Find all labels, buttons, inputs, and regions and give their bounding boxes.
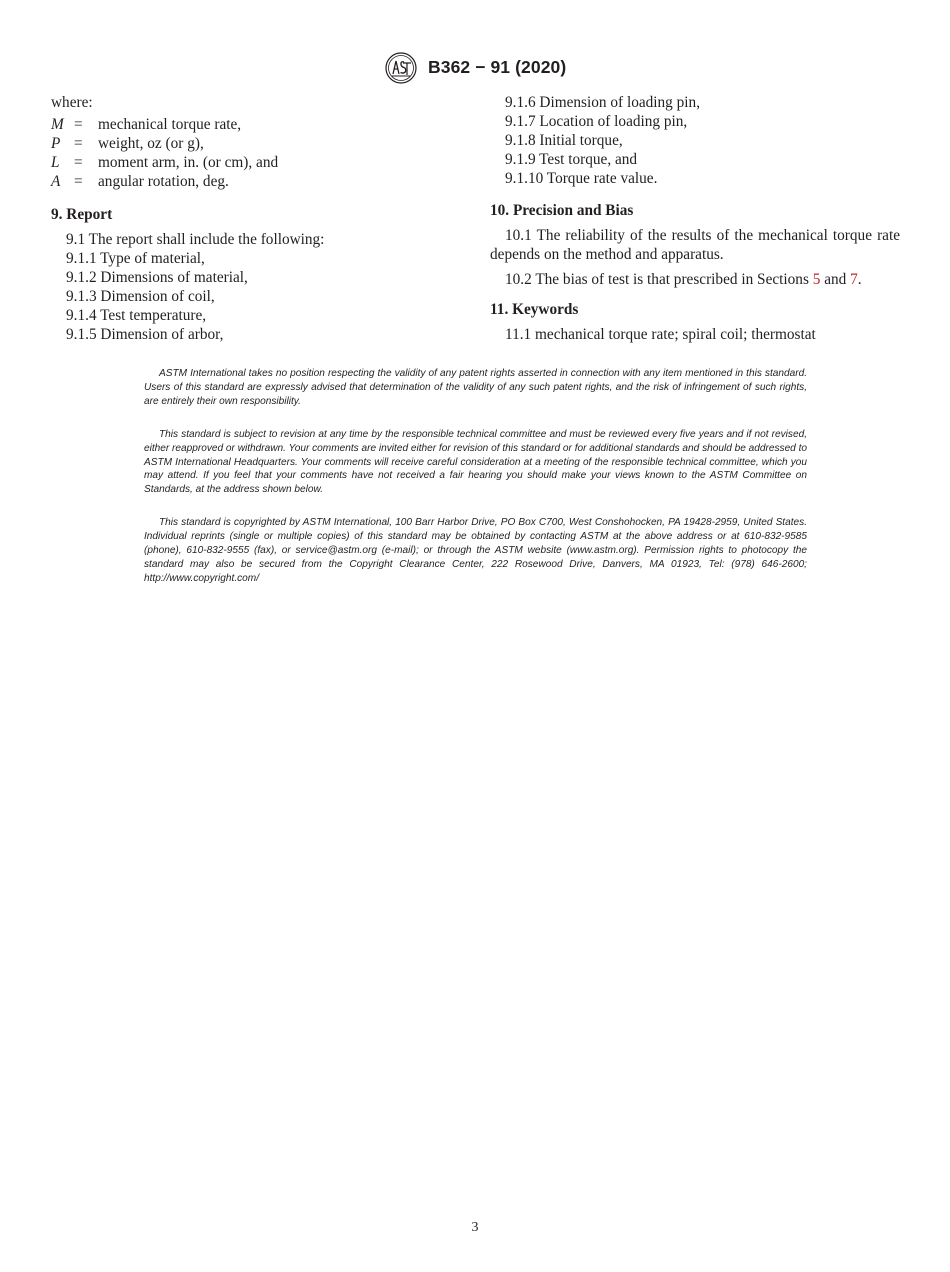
variable-row: [51, 172, 456, 191]
section-5-link[interactable]: 5: [812, 271, 821, 288]
legal-notices: [144, 367, 807, 605]
document-designation: B362 − 91 (2020): [428, 57, 567, 77]
variable-symbol: M: [51, 116, 64, 133]
report-item: 9.1.9 Test torque, and: [505, 151, 638, 168]
right-column: [490, 93, 900, 344]
variable-symbol: L: [51, 154, 60, 171]
left-column: [51, 93, 456, 344]
paragraph-11-1: 11.1 mechanical torque rate; spiral coil; thermostat: [505, 326, 816, 343]
variable-definition: moment arm, in. (or cm), and: [98, 154, 279, 171]
report-item: 9.1.1 Type of material,: [66, 250, 205, 267]
variable-row: [51, 115, 456, 134]
astm-logo-icon: [384, 52, 418, 84]
paragraph-10-2-text: 10.2 The bias of test is that prescribed in Sections: [505, 271, 813, 288]
paragraph-10-2-end: .: [857, 271, 862, 288]
page-number: 3: [471, 1220, 479, 1235]
report-item: 9.1.3 Dimension of coil,: [66, 288, 215, 305]
report-item: 9.1.8 Initial torque,: [505, 132, 623, 149]
report-item: 9.1.10 Torque rate value.: [505, 170, 658, 187]
report-item: 9.1.7 Location of loading pin,: [505, 113, 688, 130]
paragraph-10-2: [490, 270, 900, 289]
variable-definitions: [51, 115, 456, 191]
page-header: [0, 52, 950, 84]
patent-notice: ASTM International takes no position respecting the validity of any patent rights asserted in connection with any item mentioned in this standard. Users of this standard are expressly advised that determination of the validity of any such patent rights, and the risk of infringement of such rights, are entirely their own responsibility.: [144, 368, 807, 407]
paragraph-10-1: 10.1 The reliability of the results of the mechanical torque rate depends on the method and apparatus.: [490, 227, 900, 263]
report-item: 9.1.5 Dimension of arbor,: [66, 326, 224, 343]
variable-definition: angular rotation, deg.: [98, 173, 229, 190]
equals-sign: =: [74, 154, 83, 171]
report-item: 9.1.4 Test temperature,: [66, 307, 207, 324]
equals-sign: =: [74, 173, 83, 190]
variable-symbol: P: [51, 135, 61, 152]
section-7-link[interactable]: 7: [850, 271, 858, 288]
report-item: 9.1.6 Dimension of loading pin,: [505, 94, 701, 111]
variable-symbol: A: [51, 173, 61, 190]
variable-definition: weight, oz (or g),: [98, 135, 204, 152]
variable-row: [51, 134, 456, 153]
equals-sign: =: [74, 116, 83, 133]
equals-sign: =: [74, 135, 83, 152]
revision-notice: This standard is subject to revision at any time by the responsible technical committee and must be reviewed every five years and if not revised, either reapproved or withdrawn. Your comments are invited either for revision of this standard or for additional standards and should be addressed to ASTM International Headquarters. Your comments will receive careful consideration at a meeting of the responsible technical committee, which you may attend. If you feel that your comments have not received a fair hearing you should make your views known to the ASTM Committee on Standards, at the address shown below.: [144, 428, 808, 496]
section-heading-report: 9. Report: [51, 206, 113, 223]
section-heading-precision-bias: 10. Precision and Bias: [490, 202, 634, 219]
report-intro: 9.1 The report shall include the following:: [66, 231, 325, 248]
section-heading-keywords: 11. Keywords: [490, 301, 579, 318]
paragraph-10-2-and: and: [820, 271, 851, 288]
variable-row: [51, 153, 456, 172]
copyright-notice: This standard is copyrighted by ASTM International, 100 Barr Harbor Drive, PO Box C700, West Conshohocken, PA 19428-2959, United States. Individual reprints (single or multiple copies) of this standard may be obtained by contacting ASTM at the above address or at 610-832-9585 (phone), 610-832-9555 (fax), or service@astm.org (e-mail); or through the ASTM website (www.astm.org). Permission rights to photocopy the standard may also be secured from the Copyright Clearance Center, 222 Rosewood Drive, Danvers, MA 01923, Tel: (978) 646-2600; http://www.copyright.com/: [144, 517, 807, 584]
report-item: 9.1.2 Dimensions of material,: [66, 269, 248, 286]
where-label: where:: [51, 94, 93, 111]
variable-definition: mechanical torque rate,: [98, 116, 242, 133]
